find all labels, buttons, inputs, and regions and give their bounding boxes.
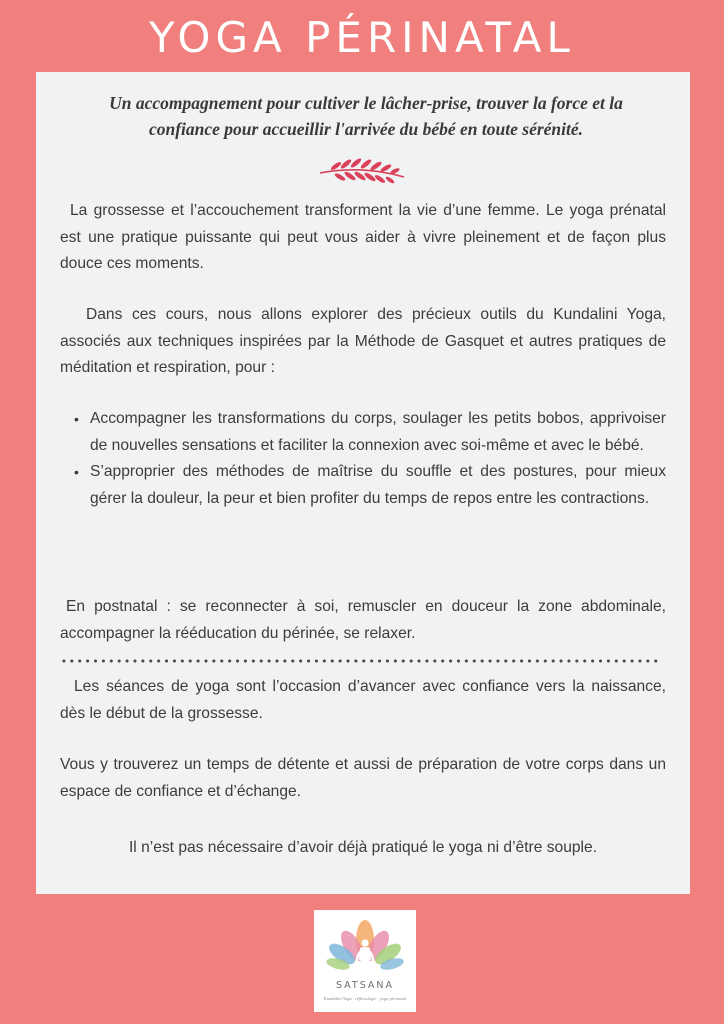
content-card bbox=[36, 72, 690, 894]
courses-paragraph: Dans ces cours, nous allons explorer des précieux outils du Kundalini Yoga, associés aux techniques inspirées par la Méthode de Gasquet et autres pratiques de méditation et respiration, pour : bbox=[60, 306, 666, 376]
bullet-dot: • bbox=[74, 411, 79, 427]
list-item bbox=[74, 406, 666, 459]
find-paragraph: Vous y trouverez un temps de détente et aussi de préparation de votre corps dans un espace de confiance et d’échange. bbox=[60, 756, 666, 800]
leaf-branch-icon bbox=[316, 155, 408, 185]
list-item bbox=[74, 459, 666, 512]
subtitle: Un accompagnement pour cultiver le lâcher-prise, trouver la force et la confiance pour accueillir l'arrivée du bébé en toute sérénité. bbox=[109, 93, 623, 139]
list-item-text: S’approprier des méthodes de maîtrise du souffle et des postures, pour mieux gérer la douleur, la peur et bien profiter du temps de repos entre les contractions. bbox=[90, 463, 666, 507]
logo-name: SATSANA bbox=[335, 980, 395, 991]
note-paragraph: Il n’est pas nécessaire d’avoir déjà pratiqué le yoga ni d’être souple. bbox=[128, 839, 598, 856]
lotus-meditation-icon bbox=[314, 910, 416, 980]
satsana-logo bbox=[314, 910, 416, 1012]
postnatal-paragraph: En postnatal : se reconnecter à soi, remuscler en douceur la zone abdominale, accompagner la rééducation du périnée, se relaxer. bbox=[60, 598, 666, 642]
benefits-list bbox=[74, 406, 666, 512]
page-title: YOGA PÉRINATAL bbox=[149, 13, 575, 62]
bullet-dot: • bbox=[74, 464, 79, 480]
intro-paragraph: La grossesse et l’accouchement transforment la vie d’une femme. Le yoga prénatal est une pratique puissante qui peut vous aider à vivre pleinement et de façon plus douce ces moments. bbox=[60, 202, 666, 272]
logo-tagline: Kundalini Yoga · réflexologie · yoga périnatal bbox=[323, 996, 407, 1001]
sessions-paragraph: Les séances de yoga sont l’occasion d’avancer avec confiance vers la naissance, dès le début de la grossesse. bbox=[60, 678, 666, 722]
list-item-text: Accompagner les transformations du corps, soulager les petits bobos, apprivoiser de nouvelles sensations et faciliter la connexion avec soi-même et avec le bébé. bbox=[90, 410, 666, 454]
dotted-divider bbox=[60, 657, 660, 665]
